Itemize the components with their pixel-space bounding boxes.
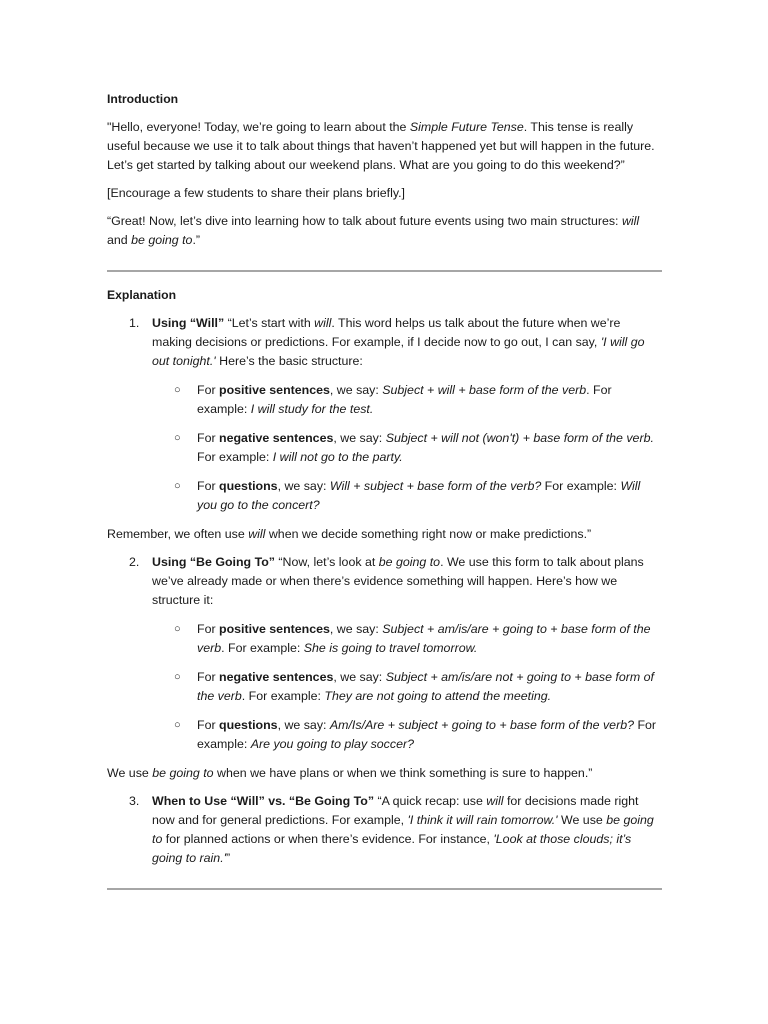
horizontal-divider <box>107 270 662 272</box>
italic-term: be going to <box>131 233 193 247</box>
bold-term: positive sentences <box>219 383 330 397</box>
list-item <box>107 429 662 467</box>
text-run: Here’s the basic structure: <box>215 354 363 368</box>
circle-bullet-icon: ○ <box>174 719 181 731</box>
intro-paragraph-1 <box>107 118 662 175</box>
list-item <box>107 620 662 658</box>
bold-term: positive sentences <box>219 622 330 636</box>
formula: Am/Is/Are + subject + going to + base form of the verb? <box>329 718 634 732</box>
will-structure-list <box>107 381 662 515</box>
text-run: . This tense is really useful because we use it to talk about things that haven’t happened yet but will happen in the future. Let’s get started by talking about our weekend plans. What are you going to do this weekend?” <box>107 120 655 172</box>
text-run: Remember, we often use <box>107 527 249 541</box>
item-number: 2. <box>129 555 140 569</box>
example: I will not go to the party. <box>272 450 403 464</box>
italic-term: will <box>486 794 504 808</box>
italic-term: Simple Future Tense <box>409 120 524 134</box>
list-item <box>107 381 662 419</box>
circle-bullet-icon: ○ <box>174 384 181 396</box>
text-run: For example: <box>197 450 273 464</box>
example: They are not going to attend the meeting. <box>324 689 552 703</box>
formula: Subject + am/is/are + going to + base form of the verb <box>197 622 651 655</box>
text-run: and <box>107 233 132 247</box>
text-run: , we say: <box>277 718 330 732</box>
text-run: For example: <box>541 479 621 493</box>
italic-term: be going to <box>152 813 654 846</box>
text-run: For <box>197 718 220 732</box>
numbered-item-will-vs-be-going-to <box>107 792 662 868</box>
text-run: For <box>197 431 220 445</box>
list-item <box>107 477 662 515</box>
text-run: , we say: <box>333 670 386 684</box>
bold-term: questions <box>219 479 278 493</box>
be-going-to-structure-list <box>107 620 662 754</box>
introduction-heading: Introduction <box>107 92 179 106</box>
text-run: , we say: <box>329 622 383 636</box>
example: Are you going to play soccer? <box>250 737 414 751</box>
text-run: . This word helps us talk about the future when we’re making decisions or predictions. For example, if I decide now to go out, I can say, <box>152 316 621 349</box>
text-run: when we decide something right now or make predictions.” <box>265 527 592 541</box>
intro-paragraph-3 <box>107 212 662 250</box>
circle-bullet-icon: ○ <box>174 623 181 635</box>
document-page <box>107 90 662 904</box>
circle-bullet-icon: ○ <box>174 671 181 683</box>
example: Will you go to the concert? <box>197 479 641 512</box>
text-run: . For example: <box>221 641 304 655</box>
text-run: ” <box>226 851 231 865</box>
text-run: “Great! Now, let’s dive into learning how to talk about future events using two main structures: <box>107 214 622 228</box>
item-title: Using “Will” <box>152 316 225 330</box>
italic-term: be going to <box>152 766 214 780</box>
bold-term: negative sentences <box>219 431 334 445</box>
text-run: , we say: <box>277 479 330 493</box>
item-number: 1. <box>129 316 140 330</box>
numbered-item-will <box>107 314 662 371</box>
intro-paragraph-2: [Encourage a few students to share their plans briefly.] <box>107 186 405 200</box>
italic-term: will <box>314 316 332 330</box>
italic-example: 'I think it will rain tomorrow.' <box>407 813 558 827</box>
text-run: For <box>197 622 220 636</box>
item-title: When to Use “Will” vs. “Be Going To” <box>152 794 375 808</box>
formula: Subject + will not (won't) + base form of the verb. <box>385 431 654 445</box>
formula: Subject + will + base form of the verb <box>382 383 587 397</box>
text-run: For example: <box>197 718 657 751</box>
list-item <box>107 716 662 754</box>
italic-term: be going to <box>378 555 441 569</box>
circle-bullet-icon: ○ <box>174 480 181 492</box>
text-run: . For example: <box>241 689 325 703</box>
italic-term: will <box>248 527 266 541</box>
text-run: . We use this form to talk about plans we’ve already made or when there’s evidence something will happen. Here’s how we structure it: <box>152 555 644 607</box>
text-run: for decisions made right now and for general predictions. For example, <box>152 794 639 827</box>
text-run: “A quick recap: use <box>374 794 487 808</box>
circle-bullet-icon: ○ <box>174 432 181 444</box>
text-run: For <box>197 670 220 684</box>
bold-term: negative sentences <box>219 670 334 684</box>
formula: Will + subject + base form of the verb? <box>329 479 542 493</box>
will-closing-paragraph <box>107 525 662 544</box>
text-run: We use <box>107 766 153 780</box>
text-run: .” <box>192 233 201 247</box>
bold-term: questions <box>219 718 278 732</box>
text-run: . For example: <box>197 383 612 416</box>
italic-term: will <box>621 214 640 228</box>
item-title: Using “Be Going To” <box>152 555 275 569</box>
text-run: For <box>197 383 220 397</box>
italic-example: 'I will go out tonight.' <box>152 335 645 368</box>
italic-example: 'Look at those clouds; it’s going to rain.' <box>152 832 632 865</box>
formula: Subject + am/is/are not + going to + base form of the verb <box>197 670 654 703</box>
be-going-to-closing-paragraph <box>107 764 662 783</box>
text-run: For <box>197 479 220 493</box>
text-run: for planned actions or when there’s evidence. For instance, <box>162 832 494 846</box>
text-run: "Hello, everyone! Today, we’re going to learn about the <box>107 120 410 134</box>
text-run: We use <box>557 813 607 827</box>
text-run: when we have plans or when we think something is sure to happen.” <box>213 766 593 780</box>
list-item <box>107 668 662 706</box>
item-number: 3. <box>129 794 140 808</box>
explanation-heading: Explanation <box>107 288 177 302</box>
text-run: “Let’s start with <box>224 316 315 330</box>
example: I will study for the test. <box>250 402 374 416</box>
text-run: “Now, let’s look at <box>274 555 379 569</box>
text-run: , we say: <box>333 431 386 445</box>
text-run: , we say: <box>329 383 383 397</box>
example: She is going to travel tomorrow. <box>303 641 478 655</box>
horizontal-divider <box>107 888 662 890</box>
numbered-item-be-going-to <box>107 553 662 610</box>
